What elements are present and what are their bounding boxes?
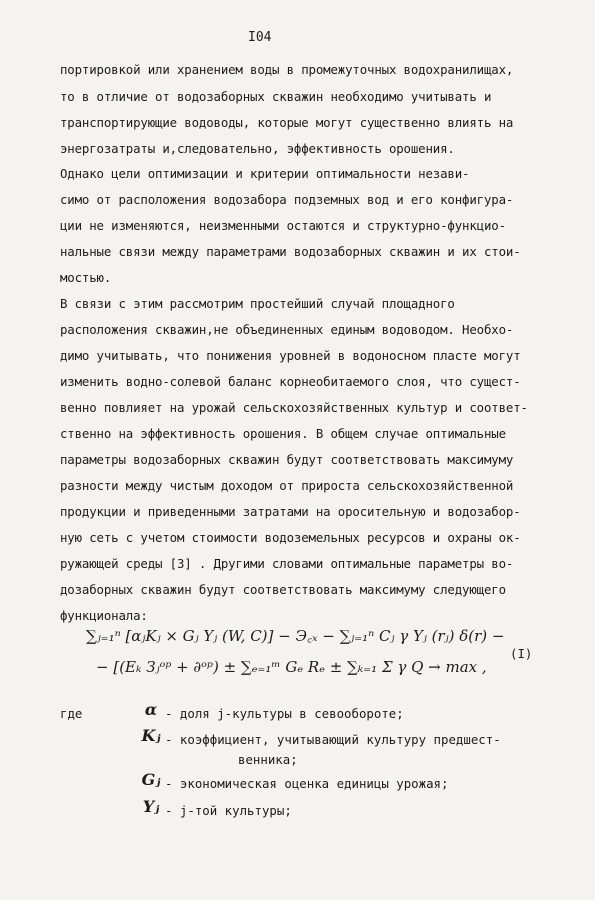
text-line: расположения скважин,не объединенных единым водоводом. Необхо-: [60, 322, 514, 337]
text-line: портировкой или хранением воды в промежуточных водохранилищах,: [60, 62, 514, 77]
text-line: функционала:: [60, 608, 148, 623]
text-line: разности между чистым доходом от прироста сельскохозяйственной: [60, 478, 514, 493]
page-number: I04: [248, 30, 272, 45]
text-line: продукции и приведенными затратами на оросительную и водозабор-: [60, 504, 521, 519]
text-line: нальные связи между параметрами водозаборных скважин и их стои-: [60, 244, 521, 259]
text-line: параметры водозаборных скважин будут соответствовать максимуму: [60, 452, 514, 467]
definition-text: - j-той культуры;: [165, 803, 292, 818]
text-line: дозаборных скважин будут соответствовать максимуму следующего: [60, 582, 506, 597]
definition-text: - экономическая оценка единицы урожая;: [165, 776, 449, 791]
text-line: димо учитывать, что понижения уровней в водоносном пласте могут: [60, 348, 521, 363]
formula-line-2: − [(Eₖ Зⱼᵒᵖ + ∂ᵒᵖ) ± ∑ₑ₌₁ᵐ Gₑ Rₑ ± ∑ₖ₌₁ Σ γ Q → max ,: [96, 658, 487, 676]
definition-symbol: Gⱼ: [141, 770, 161, 789]
text-line: В связи с этим рассмотрим простейший случай площадного: [60, 296, 455, 311]
text-line: ружающей среды [3] . Другими словами оптимальные параметры во-: [60, 556, 514, 571]
text-line: то в отличие от водозаборных скважин необходимо учитывать и: [60, 89, 492, 104]
text-line: ции не изменяются, неизменными остаются и структурно-функцио-: [60, 218, 506, 233]
text-line: ную сеть с учетом стоимости водоземельных ресурсов и охраны ок-: [60, 530, 521, 545]
text-line: Однако цели оптимизации и критерии оптимальности незави-: [60, 166, 470, 181]
text-line: транспортирующие водоводы, которые могут существенно влиять на: [60, 115, 514, 130]
definition-text: - доля j-культуры в севообороте;: [165, 706, 404, 721]
formula-line-1: ∑ⱼ₌₁ⁿ [αⱼKⱼ × Gⱼ Yⱼ (W, C)] − Э꜀ₓ − ∑ⱼ₌₁ⁿ Cⱼ γ Yⱼ (rⱼ) δ(r) −: [86, 627, 505, 645]
equation-number: (I): [510, 646, 533, 661]
text-line: симо от расположения водозабора подземных вод и его конфигура-: [60, 192, 514, 207]
where-label: где: [60, 706, 83, 721]
text-line: венно повлияет на урожай сельскохозяйственных культур и соответ-: [60, 400, 528, 415]
definition-symbol: Yⱼ: [142, 797, 160, 816]
text-line: энергозатраты и,следовательно, эффективность орошения.: [60, 141, 455, 156]
text-line: изменить водно-солевой баланс корнеобитаемого слоя, что сущест-: [60, 374, 521, 389]
definition-symbol: Kⱼ: [141, 726, 161, 745]
definition-continuation: венника;: [238, 752, 298, 767]
definition-text: - коэффициент, учитывающий культуру предшест-: [165, 732, 501, 747]
text-line: мостью.: [60, 270, 112, 285]
text-line: ственно на эффективность орошения. В общем случае оптимальные: [60, 426, 506, 441]
definition-symbol: α: [144, 700, 158, 719]
